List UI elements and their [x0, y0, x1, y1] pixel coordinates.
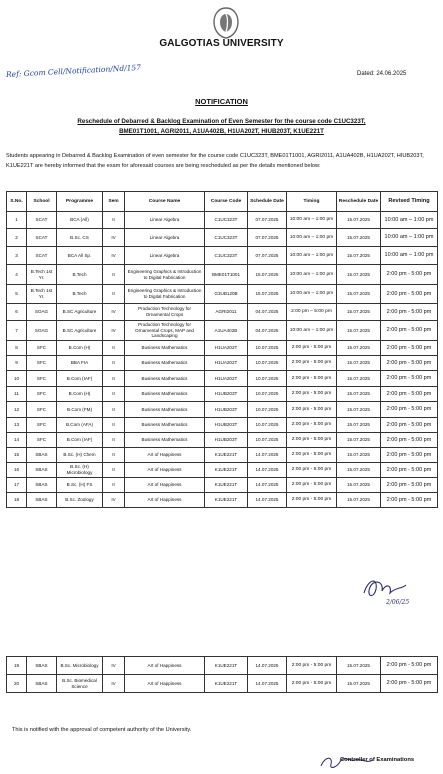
cell-reschedule-date: 15.07.2025: [337, 478, 381, 493]
cell-reschedule-date: 15.07.2025: [337, 229, 381, 247]
cell-course-name: Production Technology for Ornamental Crops, MAP and Landscaping: [125, 321, 205, 341]
cell-school: SBAS: [27, 448, 57, 463]
university-logo: [212, 6, 240, 40]
header-course-code: Course Code: [205, 192, 248, 212]
cell-schedule-date: 07.07.2025: [248, 229, 287, 247]
cell-sem: II: [103, 448, 125, 463]
cell-sno: 8: [7, 341, 27, 356]
cell-timing: 2:00 pm - 5:00 pm: [287, 418, 337, 433]
cell-reschedule-date: 15.07.2025: [337, 657, 381, 675]
cell-course-code: H1UB203T: [205, 433, 248, 448]
cell-school: SFC: [27, 371, 57, 387]
cell-course-name: Business Mathematics: [125, 433, 205, 448]
cell-timing: 2:00 pm - 5:00 pm: [287, 356, 337, 371]
header-course-name: Course Name: [125, 192, 205, 212]
cell-course-name: Business Mathematics: [125, 356, 205, 371]
cell-sno: 13: [7, 418, 27, 433]
cell-schedule-date: 10.07.2025: [248, 387, 287, 402]
cell-schedule-date: 15.07.2025: [248, 285, 287, 304]
cell-course-code: H1UA202T: [205, 356, 248, 371]
cell-reschedule-date: 15.07.2025: [337, 493, 381, 508]
cell-course-name: Business Mathematics: [125, 418, 205, 433]
cell-reschedule-date: 15.07.2025: [337, 371, 381, 387]
table-body: [7, 212, 438, 508]
cell-schedule-date: 10.07.2025: [248, 402, 287, 418]
cell-reschedule-date: 15.07.2025: [337, 402, 381, 418]
cell-school: SFC: [27, 387, 57, 402]
cell-school: SBAS: [27, 675, 57, 693]
table-row: [7, 371, 438, 387]
header-revised-timing: Revised Timing: [381, 192, 438, 212]
cell-sno: 16: [7, 463, 27, 478]
cell-sem: II: [103, 463, 125, 478]
table-row: [7, 285, 438, 304]
cell-sno: 10: [7, 371, 27, 387]
cell-reschedule-date: 15.07.2025: [337, 212, 381, 229]
cell-revised-timing: 2:00 pm - 5:00 pm: [381, 448, 438, 463]
cell-programme: B.Sc. Biomedical Science: [57, 675, 103, 693]
cell-course-code: H1UB203T: [205, 387, 248, 402]
table-row: [7, 657, 438, 675]
cell-course-code: H1UB203T: [205, 418, 248, 433]
cell-school: SCAT: [27, 229, 57, 247]
cell-school: SFC: [27, 341, 57, 356]
cell-schedule-date: 10.07.2025: [248, 356, 287, 371]
cell-revised-timing: 2:00 pm - 5:00 pm: [381, 463, 438, 478]
cell-course-code: C1UC323T: [205, 212, 248, 229]
cell-course-name: Art of Happiness: [125, 448, 205, 463]
cell-schedule-date: 04.07.2025: [248, 321, 287, 341]
cell-sno: 2: [7, 229, 27, 247]
cell-sno: 11: [7, 387, 27, 402]
cell-timing: 2:00 pm - 5:00 pm: [287, 341, 337, 356]
cell-course-name: Engineering Graphics & Introduction to Digital Fabrication: [125, 265, 205, 285]
cell-timing: 2:00 pm - 5:00 pm: [287, 433, 337, 448]
cell-school: SCAT: [27, 247, 57, 265]
cell-sem: II: [103, 265, 125, 285]
cell-sno: 3: [7, 247, 27, 265]
cell-schedule-date: 07.07.2025: [248, 247, 287, 265]
page-title: NOTIFICATION: [195, 97, 248, 106]
subject-line-2: BME01T1001, AGRI2011, A1UA402B, H1UA202T, HIUB203T, K1UE221T: [119, 128, 324, 135]
cell-course-code: K1UE221T: [205, 448, 248, 463]
cell-schedule-date: 10.07.2025: [248, 341, 287, 356]
cell-sno: 4: [7, 265, 27, 285]
cell-timing: 10:00 am – 1:00 pm: [287, 265, 337, 285]
cell-timing: 10:00 am – 1:00 pm: [287, 212, 337, 229]
cell-sno: 7: [7, 321, 27, 341]
cell-course-name: Business Mathematics: [125, 371, 205, 387]
cell-sem: IV: [103, 675, 125, 693]
cell-programme: B.Tech: [57, 265, 103, 285]
table-row: [7, 402, 438, 418]
cell-schedule-date: 14.07.2025: [248, 657, 287, 675]
signature: [356, 573, 416, 607]
cell-revised-timing: 2:00 pm - 5:00 pm: [381, 371, 438, 387]
cell-programme: BCA (All): [57, 212, 103, 229]
cell-timing: 2:00 pm - 5:00 pm: [287, 478, 337, 493]
cell-sno: 9: [7, 356, 27, 371]
cell-reschedule-date: 15.07.2025: [337, 265, 381, 285]
cell-school: SOAG: [27, 321, 57, 341]
cell-revised-timing: 2:00 pm - 5:00 pm: [381, 493, 438, 508]
cell-sno: 18: [7, 493, 27, 508]
cell-programme: B.Tech: [57, 285, 103, 304]
table-row: [7, 341, 438, 356]
cell-revised-timing: 2:00 pm - 5:00 pm: [381, 265, 438, 285]
cell-course-code: AGRI2011: [205, 304, 248, 321]
cell-school: B.Tech 1st Yr.: [27, 285, 57, 304]
cell-reschedule-date: 15.07.2025: [337, 448, 381, 463]
table-row: [7, 212, 438, 229]
cell-sem: II: [103, 356, 125, 371]
cell-course-name: Art of Happiness: [125, 478, 205, 493]
cell-programme: B.Com (AFA): [57, 418, 103, 433]
cell-revised-timing: 2:00 pm - 5:00 pm: [381, 402, 438, 418]
cell-revised-timing: 10:00 am – 1:00 pm: [381, 247, 438, 265]
cell-schedule-date: 14.07.2025: [248, 675, 287, 693]
approval-note: This is notified with the approval of competent authority of the University.: [12, 727, 192, 733]
reschedule-table-continued: [6, 656, 438, 693]
cell-school: SFC: [27, 402, 57, 418]
cell-course-name: Business Mathematics: [125, 402, 205, 418]
cell-course-code: G3UB120B: [205, 285, 248, 304]
cell-course-code: C1UC323T: [205, 247, 248, 265]
cell-programme: B.SC Agriculture: [57, 304, 103, 321]
cell-course-code: BME01T1001: [205, 265, 248, 285]
cell-reschedule-date: 15.07.2025: [337, 418, 381, 433]
cell-programme: B.Com (H): [57, 387, 103, 402]
header-programme: Programme: [57, 192, 103, 212]
table-row: [7, 478, 438, 493]
cell-timing: 2:00 pm - 5:00 pm: [287, 448, 337, 463]
table-row: [7, 387, 438, 402]
header-timing: Timing: [287, 192, 337, 212]
cell-school: SFC: [27, 433, 57, 448]
cell-sem: IV: [103, 304, 125, 321]
cell-revised-timing: 2:00 pm - 5:00 pm: [381, 433, 438, 448]
cell-timing: 2:00 pm - 5:00 pm: [287, 387, 337, 402]
cell-course-code: H1UB203T: [205, 402, 248, 418]
body-paragraph: Students appearing in Debarred & Backlog Examination of even semester for the course code C1UC323T, BME01T1001, AGRI2011, A1UA402B, H1UA202T, HIUB203T, K1UE221T are hereby informed that the exam for aforesaid courses are being rescheduled as per the details mentioned below:: [6, 153, 424, 169]
cell-course-name: Business Mathematics: [125, 341, 205, 356]
table-row: [7, 493, 438, 508]
cell-programme: BBA FIA: [57, 356, 103, 371]
cell-revised-timing: 10:00 am – 1:00 pm: [381, 212, 438, 229]
cell-timing: 2:00 pm - 5:00 pm: [287, 402, 337, 418]
cell-timing: 2:00 pm - 5:00 pm: [287, 493, 337, 508]
cell-school: SBAS: [27, 478, 57, 493]
cell-programme: B.Sc. Microbiology: [57, 657, 103, 675]
table-row: [7, 463, 438, 478]
cell-course-code: C1UC323T: [205, 229, 248, 247]
cell-course-code: K1UE221T: [205, 493, 248, 508]
cell-school: SFC: [27, 418, 57, 433]
cell-schedule-date: 14.07.2025: [248, 493, 287, 508]
header-sno: S.No.: [7, 192, 27, 212]
cell-revised-timing: 2:00 pm - 5:00 pm: [381, 675, 438, 693]
table-row: [7, 356, 438, 371]
cell-sem: II: [103, 433, 125, 448]
cell-school: SOAG: [27, 304, 57, 321]
cell-schedule-date: 04.07.2025: [248, 304, 287, 321]
cell-course-code: A1UA402B: [205, 321, 248, 341]
cell-schedule-date: 10.07.2025: [248, 433, 287, 448]
cell-reschedule-date: 15.07.2025: [337, 463, 381, 478]
table-row: [7, 675, 438, 693]
table-row: [7, 229, 438, 247]
cell-course-code: K1UE221T: [205, 478, 248, 493]
table-row: [7, 321, 438, 341]
reschedule-table: [6, 191, 438, 508]
cell-course-name: Art of Happiness: [125, 657, 205, 675]
cell-timing: 10:00 am – 1:00 pm: [287, 321, 337, 341]
cell-reschedule-date: 15.07.2025: [337, 433, 381, 448]
cell-course-code: K1UE221T: [205, 657, 248, 675]
cell-timing: 2:00 pm – 5:00 pm: [287, 304, 337, 321]
cell-course-name: Art of Happiness: [125, 463, 205, 478]
cell-programme: B.Sc. Zoology: [57, 493, 103, 508]
notice-date: Dated: 24.06.2025: [357, 71, 407, 77]
table-row: [7, 247, 438, 265]
cell-sem: II: [103, 387, 125, 402]
cell-sno: 12: [7, 402, 27, 418]
cell-sem: IV: [103, 229, 125, 247]
cell-sem: IV: [103, 493, 125, 508]
cell-sem: IV: [103, 321, 125, 341]
cell-reschedule-date: 15.07.2025: [337, 247, 381, 265]
cell-course-code: H1UA202T: [205, 371, 248, 387]
cell-school: B.Tech 1st Yr.: [27, 265, 57, 285]
cell-revised-timing: 2:00 pm - 5:00 pm: [381, 356, 438, 371]
table-row: [7, 418, 438, 433]
table-header-row: [7, 192, 438, 212]
cell-sno: 15: [7, 448, 27, 463]
cell-reschedule-date: 15.07.2025: [337, 304, 381, 321]
cell-revised-timing: 2:00 pm - 5:00 pm: [381, 321, 438, 341]
cell-course-name: Linear Algebra: [125, 247, 205, 265]
cell-sno: 5: [7, 285, 27, 304]
cell-course-name: Production Technology for Ornamental Crops: [125, 304, 205, 321]
cell-schedule-date: 14.07.2025: [248, 478, 287, 493]
cell-timing: 2:00 pm - 5:00 pm: [287, 371, 337, 387]
header-schedule-date: Schedule Date: [248, 192, 287, 212]
table-row: [7, 448, 438, 463]
cell-revised-timing: 2:00 pm - 5:00 pm: [381, 341, 438, 356]
cell-programme: B.Com (H): [57, 341, 103, 356]
cell-course-name: Linear Algebra: [125, 229, 205, 247]
cell-course-name: Art of Happiness: [125, 675, 205, 693]
cell-schedule-date: 14.07.2025: [248, 463, 287, 478]
cell-programme: B.Sc. (H) Microbiology: [57, 463, 103, 478]
cell-timing: 2:00 pm - 5:00 pm: [287, 657, 337, 675]
cell-school: SBAS: [27, 493, 57, 508]
cell-sem: II: [103, 418, 125, 433]
cell-revised-timing: 2:00 pm - 5:00 pm: [381, 657, 438, 675]
header-sem: Sem: [103, 192, 125, 212]
cell-revised-timing: 10:00 am – 1:00 pm: [381, 229, 438, 247]
cell-school: SCAT: [27, 212, 57, 229]
signature-controller: [315, 752, 377, 774]
cell-sem: IV: [103, 247, 125, 265]
reference-handwritten: Ref: Gcom Cell/Notification/Nd/157: [5, 62, 142, 79]
cell-programme: B.Sc. CS: [57, 229, 103, 247]
cell-reschedule-date: 15.07.2025: [337, 321, 381, 341]
cell-course-name: Art of Happiness: [125, 493, 205, 508]
cell-reschedule-date: 15.07.2025: [337, 341, 381, 356]
cell-sno: 19: [7, 657, 27, 675]
cell-sem: IV: [103, 657, 125, 675]
cell-schedule-date: 10.07.2025: [248, 418, 287, 433]
cell-programme: B.Com (IAF): [57, 433, 103, 448]
cell-sem: II: [103, 212, 125, 229]
cell-revised-timing: 2:00 pm - 5:00 pm: [381, 285, 438, 304]
cell-programme: B.Com (FM): [57, 402, 103, 418]
signature-date: 2/06/25: [386, 599, 410, 606]
cell-course-code: K1UE221T: [205, 675, 248, 693]
cell-programme: B.Com (IAF): [57, 371, 103, 387]
cell-schedule-date: 15.07.2025: [248, 265, 287, 285]
subject-heading: [20, 117, 423, 137]
cell-sno: 6: [7, 304, 27, 321]
cell-programme: B.SC Agriculture: [57, 321, 103, 341]
cell-programme: B.Sc. (H) FS: [57, 478, 103, 493]
cell-sno: 14: [7, 433, 27, 448]
cell-course-code: K1UE221T: [205, 463, 248, 478]
cell-school: SBAS: [27, 463, 57, 478]
cell-school: SFC: [27, 356, 57, 371]
cell-programme: B.Sc. (H) Chem: [57, 448, 103, 463]
cell-reschedule-date: 15.07.2025: [337, 285, 381, 304]
cell-sno: 1: [7, 212, 27, 229]
header-reschedule-date: Reschedule Date: [337, 192, 381, 212]
cell-sem: II: [103, 402, 125, 418]
cell-course-name: Linear Algebra: [125, 212, 205, 229]
cell-timing: 2:00 pm - 5:00 pm: [287, 675, 337, 693]
cell-sem: II: [103, 478, 125, 493]
cell-reschedule-date: 15.07.2025: [337, 675, 381, 693]
table-row: [7, 265, 438, 285]
university-name: GALGOTIAS UNIVERSITY: [159, 38, 284, 49]
cell-sem: II: [103, 371, 125, 387]
cell-revised-timing: 2:00 pm - 5:00 pm: [381, 304, 438, 321]
cell-timing: 10:00 am – 1:00 pm: [287, 285, 337, 304]
cell-sno: 20: [7, 675, 27, 693]
table-row: [7, 304, 438, 321]
cell-course-name: Business Mathematics: [125, 387, 205, 402]
cell-timing: 10:00 am – 1:00 pm: [287, 247, 337, 265]
table-row: [7, 433, 438, 448]
cell-course-code: H1UA202T: [205, 341, 248, 356]
cell-revised-timing: 2:00 pm - 5:00 pm: [381, 478, 438, 493]
table-body-continued: [7, 657, 438, 693]
cell-schedule-date: 14.07.2025: [248, 448, 287, 463]
cell-revised-timing: 2:00 pm - 5:00 pm: [381, 418, 438, 433]
signatory-title: Controller of Examinations: [340, 757, 415, 763]
cell-schedule-date: 10.07.2025: [248, 371, 287, 387]
cell-sem: II: [103, 285, 125, 304]
cell-course-name: Engineering Graphics & Introduction to Digital Fabrication: [125, 285, 205, 304]
cell-reschedule-date: 15.07.2025: [337, 356, 381, 371]
header-school: School: [27, 192, 57, 212]
cell-timing: 10:00 am – 1:00 pm: [287, 229, 337, 247]
cell-revised-timing: 2:00 pm - 5:00 pm: [381, 387, 438, 402]
cell-schedule-date: 07.07.2025: [248, 212, 287, 229]
subject-line-1: Reschedule of Debarred & Backlog Examination of Even Semester for the course code C1UC323T,: [77, 118, 366, 125]
cell-school: SBAS: [27, 657, 57, 675]
cell-programme: BCA All Sp.: [57, 247, 103, 265]
cell-reschedule-date: 15.07.2025: [337, 387, 381, 402]
cell-sem: II: [103, 341, 125, 356]
cell-sno: 17: [7, 478, 27, 493]
cell-timing: 2:00 pm - 5:00 pm: [287, 463, 337, 478]
